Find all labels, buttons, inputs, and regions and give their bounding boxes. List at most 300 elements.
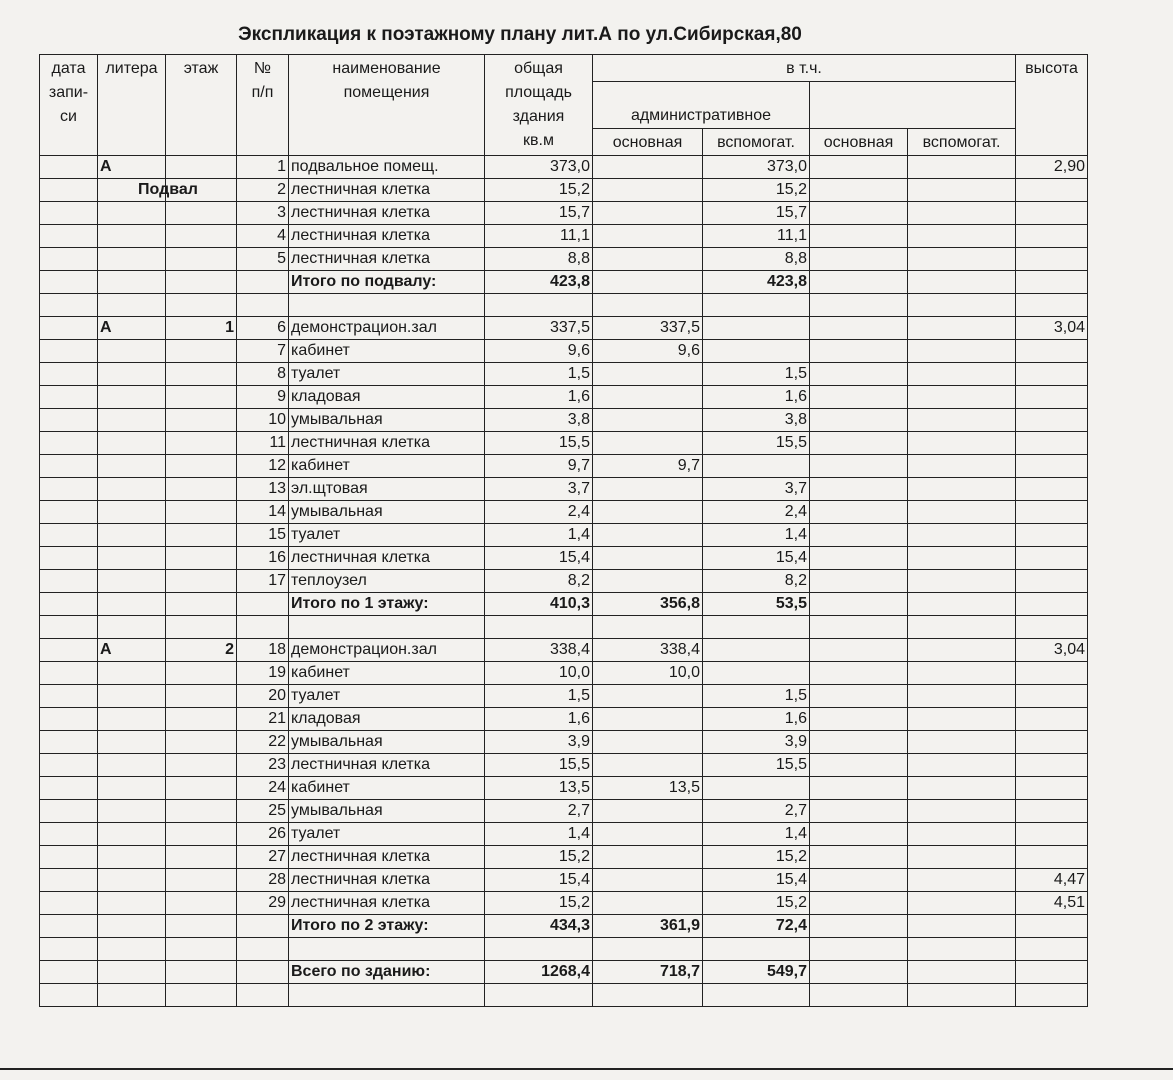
cell-height: [1016, 593, 1088, 616]
header-including: в т.ч.: [593, 55, 1016, 82]
cell-aux-area: 15,5: [703, 432, 810, 455]
cell-number: [237, 915, 289, 938]
cell-total-area: 15,4: [485, 547, 593, 570]
cell-name: туалет: [289, 823, 485, 846]
cell-aux-2: [908, 271, 1016, 294]
cell-aux-2: [908, 294, 1016, 317]
cell-height: [1016, 340, 1088, 363]
cell-floor: [166, 202, 237, 225]
cell-main-area: [593, 547, 703, 570]
table-row: [40, 639, 1088, 662]
cell-main-2: [810, 731, 908, 754]
cell-main-2: [810, 501, 908, 524]
cell-main-area: [593, 984, 703, 1007]
table-row: [40, 156, 1088, 179]
cell-main-area: [593, 202, 703, 225]
cell-floor: [166, 984, 237, 1007]
cell-number: 26: [237, 823, 289, 846]
cell-total-area: 9,7: [485, 455, 593, 478]
cell-floor: [166, 800, 237, 823]
table-row: [40, 317, 1088, 340]
cell-aux-area: 3,8: [703, 409, 810, 432]
cell-aux-2: [908, 892, 1016, 915]
cell-name: умывальная: [289, 501, 485, 524]
cell-litera: [98, 869, 166, 892]
cell-aux-area: 3,7: [703, 478, 810, 501]
header-height: высота: [1016, 55, 1088, 156]
cell-aux-area: 8,2: [703, 570, 810, 593]
cell-aux-area: [703, 984, 810, 1007]
cell-aux-2: [908, 984, 1016, 1007]
cell-main-2: [810, 363, 908, 386]
cell-litera: [98, 363, 166, 386]
table-row: [40, 225, 1088, 248]
cell-name: лестничная клетка: [289, 179, 485, 202]
cell-aux-area: [703, 317, 810, 340]
table-row: [40, 662, 1088, 685]
cell-main-2: [810, 478, 908, 501]
cell-aux-2: [908, 501, 1016, 524]
cell-main-area: [593, 524, 703, 547]
table-row: [40, 731, 1088, 754]
cell-number: 24: [237, 777, 289, 800]
cell-main-2: [810, 455, 908, 478]
cell-height: [1016, 708, 1088, 731]
cell-main-2: [810, 432, 908, 455]
cell-date: [40, 156, 98, 179]
cell-aux-2: [908, 708, 1016, 731]
cell-aux-2: [908, 869, 1016, 892]
table-row: [40, 570, 1088, 593]
cell-aux-2: [908, 731, 1016, 754]
cell-name: туалет: [289, 524, 485, 547]
cell-height: [1016, 754, 1088, 777]
cell-total-area: 10,0: [485, 662, 593, 685]
cell-floor: [166, 892, 237, 915]
cell-aux-2: [908, 225, 1016, 248]
header-aux-1: вспомогат.: [703, 129, 810, 156]
cell-number: 7: [237, 340, 289, 363]
cell-number: 25: [237, 800, 289, 823]
table-row: [40, 892, 1088, 915]
cell-aux-2: [908, 846, 1016, 869]
cell-height: [1016, 616, 1088, 639]
cell-total-area: 3,7: [485, 478, 593, 501]
cell-main-2: [810, 340, 908, 363]
cell-name: лестничная клетка: [289, 248, 485, 271]
header-blank-group: [810, 82, 1016, 129]
cell-floor: [166, 547, 237, 570]
cell-floor: [166, 294, 237, 317]
cell-total-area: [485, 616, 593, 639]
cell-litera: [98, 685, 166, 708]
cell-main-area: [593, 409, 703, 432]
cell-height: [1016, 432, 1088, 455]
cell-date: [40, 432, 98, 455]
cell-aux-area: [703, 340, 810, 363]
cell-date: [40, 570, 98, 593]
cell-main-2: [810, 754, 908, 777]
cell-main-2: [810, 570, 908, 593]
cell-main-2: [810, 639, 908, 662]
cell-name: эл.щтовая: [289, 478, 485, 501]
page-bottom-rule: [0, 1068, 1173, 1070]
cell-number: [237, 294, 289, 317]
cell-main-area: [593, 294, 703, 317]
cell-main-area: [593, 179, 703, 202]
cell-main-area: [593, 271, 703, 294]
cell-date: [40, 340, 98, 363]
cell-aux-2: [908, 823, 1016, 846]
cell-litera: [98, 754, 166, 777]
table-row: [40, 547, 1088, 570]
cell-litera: [98, 202, 166, 225]
cell-main-area: [593, 248, 703, 271]
cell-total-area: 8,2: [485, 570, 593, 593]
cell-main-area: [593, 731, 703, 754]
cell-main-2: [810, 156, 908, 179]
cell-date: [40, 731, 98, 754]
cell-floor: [166, 662, 237, 685]
cell-floor: Подвал: [138, 179, 209, 202]
cell-total-area: 338,4: [485, 639, 593, 662]
cell-date: [40, 225, 98, 248]
cell-name: [289, 294, 485, 317]
cell-litera: [98, 386, 166, 409]
cell-total-area: [485, 294, 593, 317]
cell-aux-2: [908, 961, 1016, 984]
cell-name: туалет: [289, 685, 485, 708]
cell-main-area: [593, 478, 703, 501]
cell-aux-2: [908, 593, 1016, 616]
cell-floor: [166, 248, 237, 271]
cell-height: [1016, 478, 1088, 501]
cell-number: 6: [237, 317, 289, 340]
cell-date: [40, 386, 98, 409]
header-room-name: наименование помещения: [289, 55, 485, 156]
cell-aux-area: 1,4: [703, 823, 810, 846]
cell-aux-area: 1,6: [703, 386, 810, 409]
cell-litera: [98, 524, 166, 547]
cell-aux-2: [908, 754, 1016, 777]
table-row: [40, 708, 1088, 731]
cell-main-area: 338,4: [593, 639, 703, 662]
cell-main-area: 718,7: [593, 961, 703, 984]
cell-name: кабинет: [289, 777, 485, 800]
cell-height: [1016, 294, 1088, 317]
cell-name: туалет: [289, 363, 485, 386]
cell-main-2: [810, 777, 908, 800]
cell-main-area: [593, 892, 703, 915]
cell-litera: [98, 547, 166, 570]
cell-main-area: 356,8: [593, 593, 703, 616]
cell-litera: [98, 294, 166, 317]
cell-main-2: [810, 593, 908, 616]
cell-floor: [166, 731, 237, 754]
cell-height: 3,04: [1016, 639, 1088, 662]
cell-height: 4,51: [1016, 892, 1088, 915]
cell-number: 19: [237, 662, 289, 685]
cell-total-area: 15,2: [485, 179, 593, 202]
cell-main-area: 9,7: [593, 455, 703, 478]
cell-main-area: [593, 846, 703, 869]
cell-name: лестничная клетка: [289, 225, 485, 248]
cell-main-area: [593, 708, 703, 731]
table-row: [40, 202, 1088, 225]
cell-height: [1016, 823, 1088, 846]
cell-name: лестничная клетка: [289, 892, 485, 915]
cell-litera: [98, 662, 166, 685]
cell-aux-2: [908, 777, 1016, 800]
cell-aux-area: 423,8: [703, 271, 810, 294]
cell-date: [40, 708, 98, 731]
table-row: [40, 478, 1088, 501]
cell-total-area: 2,4: [485, 501, 593, 524]
cell-aux-2: [908, 570, 1016, 593]
cell-main-area: 10,0: [593, 662, 703, 685]
cell-litera: [98, 708, 166, 731]
cell-number: 9: [237, 386, 289, 409]
total-row: [40, 915, 1088, 938]
cell-number: 22: [237, 731, 289, 754]
cell-aux-area: 549,7: [703, 961, 810, 984]
cell-aux-area: 53,5: [703, 593, 810, 616]
cell-total-area: 2,7: [485, 800, 593, 823]
cell-aux-2: [908, 340, 1016, 363]
cell-floor: [166, 432, 237, 455]
cell-height: [1016, 915, 1088, 938]
cell-aux-area: 15,7: [703, 202, 810, 225]
cell-aux-2: [908, 662, 1016, 685]
cell-floor: [166, 846, 237, 869]
cell-name: Итого по 2 этажу:: [289, 915, 485, 938]
cell-height: [1016, 938, 1088, 961]
cell-main-2: [810, 248, 908, 271]
cell-main-2: [810, 708, 908, 731]
cell-total-area: 3,9: [485, 731, 593, 754]
cell-floor: [166, 225, 237, 248]
cell-number: 3: [237, 202, 289, 225]
cell-main-area: [593, 754, 703, 777]
cell-aux-area: [703, 938, 810, 961]
cell-height: [1016, 800, 1088, 823]
cell-floor: [166, 386, 237, 409]
cell-date: [40, 662, 98, 685]
cell-number: 18: [237, 639, 289, 662]
cell-litera: [98, 616, 166, 639]
cell-total-area: 1,4: [485, 524, 593, 547]
cell-main-2: [810, 984, 908, 1007]
cell-number: 23: [237, 754, 289, 777]
cell-total-area: [485, 984, 593, 1007]
cell-litera: [98, 455, 166, 478]
cell-name: умывальная: [289, 731, 485, 754]
cell-aux-2: [908, 547, 1016, 570]
cell-name: лестничная клетка: [289, 846, 485, 869]
cell-height: [1016, 363, 1088, 386]
cell-aux-area: 15,2: [703, 179, 810, 202]
cell-number: 2: [237, 179, 289, 202]
cell-date: [40, 823, 98, 846]
cell-number: 15: [237, 524, 289, 547]
total-row: [40, 271, 1088, 294]
cell-main-2: [810, 225, 908, 248]
cell-aux-area: 3,9: [703, 731, 810, 754]
cell-name: кабинет: [289, 340, 485, 363]
header-main-2: основная: [810, 129, 908, 156]
cell-name: теплоузел: [289, 570, 485, 593]
cell-date: [40, 869, 98, 892]
cell-total-area: [485, 938, 593, 961]
table-row: [40, 340, 1088, 363]
cell-aux-2: [908, 432, 1016, 455]
cell-main-area: [593, 685, 703, 708]
cell-height: [1016, 248, 1088, 271]
cell-main-2: [810, 386, 908, 409]
cell-litera: [98, 340, 166, 363]
table-row: [40, 455, 1088, 478]
cell-height: 3,04: [1016, 317, 1088, 340]
cell-height: [1016, 409, 1088, 432]
header-aux-2: вспомогат.: [908, 129, 1016, 156]
cell-date: [40, 961, 98, 984]
cell-aux-area: 11,1: [703, 225, 810, 248]
cell-litera: [98, 938, 166, 961]
cell-litera: [98, 915, 166, 938]
cell-name: Всего по зданию:: [289, 961, 485, 984]
cell-main-area: [593, 570, 703, 593]
cell-name: лестничная клетка: [289, 869, 485, 892]
cell-name: лестничная клетка: [289, 547, 485, 570]
cell-height: [1016, 202, 1088, 225]
cell-main-2: [810, 547, 908, 570]
cell-aux-area: 15,2: [703, 892, 810, 915]
cell-height: [1016, 570, 1088, 593]
cell-floor: [166, 501, 237, 524]
header-number: № п/п: [237, 55, 289, 156]
cell-aux-area: [703, 455, 810, 478]
cell-total-area: 15,4: [485, 869, 593, 892]
table-row: [40, 823, 1088, 846]
cell-number: [237, 938, 289, 961]
cell-litera: [98, 248, 166, 271]
cell-height: [1016, 984, 1088, 1007]
cell-number: 28: [237, 869, 289, 892]
cell-main-area: 337,5: [593, 317, 703, 340]
cell-main-area: [593, 501, 703, 524]
cell-litera: А: [98, 317, 166, 340]
cell-height: [1016, 524, 1088, 547]
cell-number: [237, 271, 289, 294]
cell-litera: [98, 823, 166, 846]
cell-date: [40, 800, 98, 823]
header-floor: этаж: [166, 55, 237, 156]
table-row: [40, 179, 1088, 202]
cell-height: [1016, 225, 1088, 248]
cell-name: [289, 984, 485, 1007]
cell-aux-2: [908, 409, 1016, 432]
cell-main-area: [593, 386, 703, 409]
cell-total-area: 423,8: [485, 271, 593, 294]
cell-main-2: [810, 409, 908, 432]
table-row: [40, 754, 1088, 777]
table-row: [40, 846, 1088, 869]
cell-aux-area: [703, 662, 810, 685]
cell-number: 20: [237, 685, 289, 708]
cell-main-2: [810, 179, 908, 202]
cell-floor: [166, 570, 237, 593]
cell-main-area: [593, 823, 703, 846]
cell-aux-area: [703, 777, 810, 800]
cell-aux-area: 1,4: [703, 524, 810, 547]
cell-floor: [166, 869, 237, 892]
cell-floor: [166, 409, 237, 432]
cell-total-area: 15,2: [485, 892, 593, 915]
cell-date: [40, 777, 98, 800]
cell-date: [40, 363, 98, 386]
table-row: [40, 409, 1088, 432]
cell-date: [40, 593, 98, 616]
cell-total-area: 15,5: [485, 754, 593, 777]
cell-litera: А: [98, 156, 166, 179]
cell-floor: [166, 340, 237, 363]
cell-litera: [98, 800, 166, 823]
cell-name: подвальное помещ.: [289, 156, 485, 179]
explication-table: [39, 54, 1088, 1007]
cell-aux-area: 1,6: [703, 708, 810, 731]
cell-aux-area: 8,8: [703, 248, 810, 271]
cell-name: умывальная: [289, 409, 485, 432]
cell-height: [1016, 777, 1088, 800]
cell-litera: [98, 271, 166, 294]
cell-aux-2: [908, 800, 1016, 823]
cell-number: 27: [237, 846, 289, 869]
cell-date: [40, 179, 98, 202]
blank-row: [40, 984, 1088, 1007]
cell-total-area: 1,6: [485, 708, 593, 731]
cell-aux-area: 2,4: [703, 501, 810, 524]
cell-number: 1: [237, 156, 289, 179]
cell-main-area: [593, 225, 703, 248]
cell-name: лестничная клетка: [289, 754, 485, 777]
cell-aux-area: 2,7: [703, 800, 810, 823]
table-row: [40, 685, 1088, 708]
cell-name: Итого по 1 этажу:: [289, 593, 485, 616]
cell-number: 29: [237, 892, 289, 915]
cell-floor: [166, 524, 237, 547]
cell-litera: [98, 225, 166, 248]
cell-total-area: 410,3: [485, 593, 593, 616]
cell-floor: [166, 823, 237, 846]
cell-height: [1016, 662, 1088, 685]
cell-date: [40, 294, 98, 317]
document-title: Экспликация к поэтажному плану лит.А по ул.Сибирская,80: [238, 24, 802, 45]
cell-total-area: 15,5: [485, 432, 593, 455]
blank-row: [40, 616, 1088, 639]
cell-total-area: 1,5: [485, 685, 593, 708]
cell-date: [40, 501, 98, 524]
cell-main-2: [810, 294, 908, 317]
cell-litera: [98, 478, 166, 501]
cell-aux-area: 15,4: [703, 869, 810, 892]
cell-number: 8: [237, 363, 289, 386]
cell-total-area: 9,6: [485, 340, 593, 363]
cell-main-2: [810, 915, 908, 938]
cell-number: [237, 961, 289, 984]
cell-date: [40, 938, 98, 961]
cell-main-2: [810, 800, 908, 823]
cell-floor: [166, 938, 237, 961]
